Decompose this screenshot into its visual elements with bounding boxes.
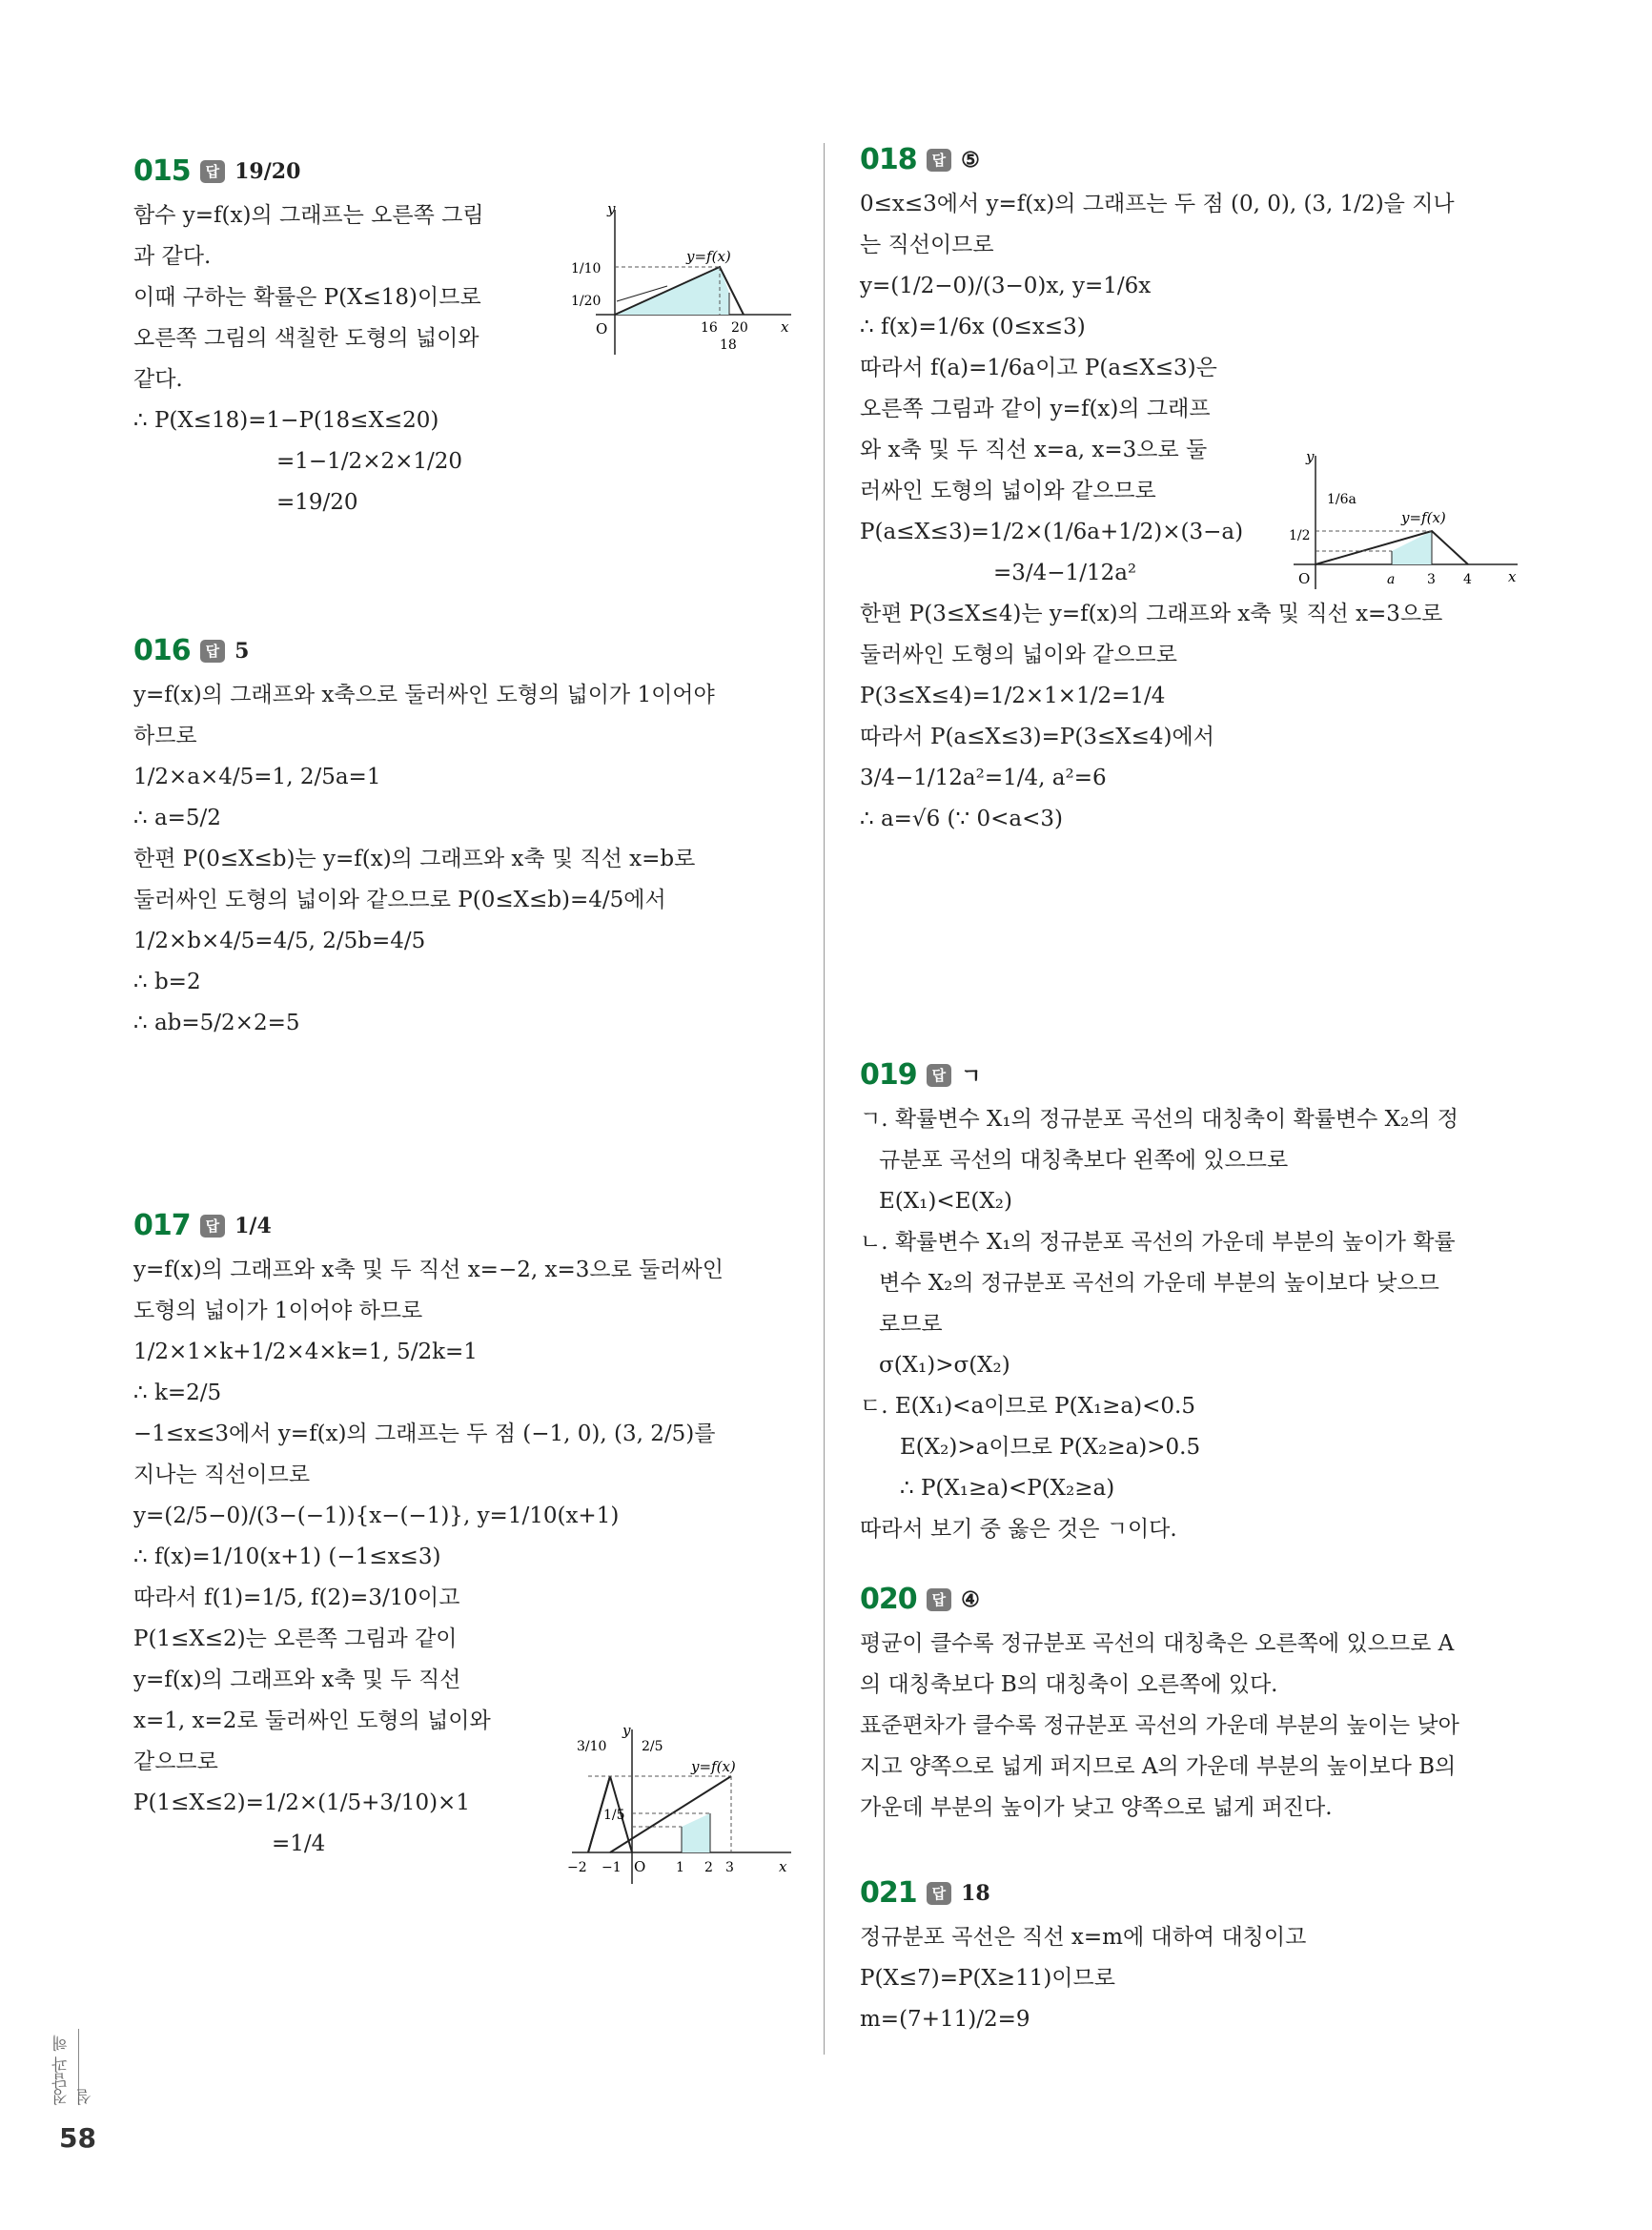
text-line: =19/20 (276, 490, 358, 515)
text-line: =1−1/2×2×1/20 (276, 449, 463, 474)
y-tick-label: 1/5 (603, 1808, 625, 1823)
problem-020 (860, 1583, 1518, 1829)
text-line: P(X≤7)=P(X≥11)이므로 (860, 1966, 1115, 1991)
x-tick-label: 4 (1463, 572, 1472, 587)
problem-header (133, 154, 791, 188)
text-line: 따라서 f(1)=1/5, f(2)=3/10이고 (133, 1586, 460, 1610)
text-line: 따라서 f(a)=1/6a이고 P(a≤X≤3)은 (860, 356, 1217, 380)
problem-019 (860, 1058, 1518, 1550)
answer-value: 5 (235, 638, 250, 664)
answer-badge: 답 (200, 1215, 226, 1238)
y-tick-label: 3/10 (577, 1739, 607, 1754)
text-line: 가운데 부분의 높이가 낮고 양쪽으로 넓게 퍼진다. (860, 1795, 1333, 1820)
curve-label: y=f(x) (686, 248, 731, 265)
text-line: ㄷ. E(X₁)<a이므로 P(X₁≥a)<0.5 (860, 1394, 1195, 1419)
text-line: ∴ ab=5/2×2=5 (133, 1011, 300, 1035)
answer-value: 18 (961, 1880, 990, 1906)
problem-021 (860, 1876, 1518, 2040)
text-line: 도형의 넓이가 1이어야 하므로 (133, 1299, 423, 1323)
graph-015 (571, 200, 796, 355)
graph-018 (1279, 448, 1522, 591)
x-tick-label: 3 (725, 1860, 734, 1875)
text-line: 평균이 클수록 정규분포 곡선의 대칭축은 오른쪽에 있으므로 A (860, 1631, 1455, 1656)
text-line: ∴ a=√6 (∵ 0<a<3) (860, 807, 1063, 831)
page-number: 58 (59, 2122, 96, 2154)
text-line: 로므로 (879, 1312, 943, 1337)
text-line: 한편 P(0≤X≤b)는 y=f(x)의 그래프와 x축 및 직선 x=b로 (133, 847, 696, 871)
answer-badge: 답 (927, 1064, 952, 1087)
answer-badge: 답 (200, 160, 226, 183)
text-line: 이때 구하는 확률은 P(X≤18)이므로 (133, 285, 481, 310)
text-line: σ(X₁)>σ(X₂) (879, 1353, 1010, 1378)
text-line: ∴ k=2/5 (133, 1381, 222, 1405)
text-line: 따라서 P(a≤X≤3)=P(3≤X≤4)에서 (860, 725, 1214, 749)
x-tick-label: 18 (720, 338, 737, 353)
text-line: =1/4 (272, 1831, 326, 1856)
text-line: 변수 X₂의 정규분포 곡선의 가운데 부분의 높이보다 낮으므 (879, 1271, 1439, 1296)
problem-015 (133, 154, 791, 523)
x-tick-label: a (1387, 572, 1396, 587)
x-tick-label: 3 (1427, 572, 1436, 587)
text-line: y=(1/2−0)/(3−0)x, y=1/6x (860, 274, 1152, 298)
answer-badge: 답 (927, 1882, 952, 1905)
problem-header (133, 634, 791, 667)
problem-header (860, 1583, 1518, 1616)
answer-value: ④ (961, 1586, 980, 1612)
text-line: E(X₁)<E(X₂) (879, 1189, 1012, 1214)
text-line: 오른쪽 그림의 색칠한 도형의 넓이와 (133, 326, 479, 351)
text-line: E(X₂)>a이므로 P(X₂≥a)>0.5 (900, 1435, 1201, 1460)
x-tick-label: 16 (701, 320, 718, 336)
answer-value: 1/4 (235, 1213, 272, 1238)
text-line: y=(2/5−0)/(3−(−1)){x−(−1)}, y=1/10(x+1) (133, 1504, 620, 1528)
axis-label-y: y (622, 1722, 631, 1739)
text-line: −1≤x≤3에서 y=f(x)의 그래프는 두 점 (−1, 0), (3, 2/5)를 (133, 1422, 716, 1446)
text-line: 둘러싸인 도형의 넓이와 같으므로 (860, 643, 1177, 667)
text-line: 같으므로 (133, 1749, 218, 1774)
text-line: 0≤x≤3에서 y=f(x)의 그래프는 두 점 (0, 0), (3, 1/2)을 지나 (860, 192, 1455, 216)
answer-badge: 답 (927, 149, 952, 172)
text-line: 지나는 직선이므로 (133, 1463, 311, 1487)
text-line: y=f(x)의 그래프와 x축 및 두 직선 x=−2, x=3으로 둘러싸인 (133, 1258, 724, 1282)
x-tick-label: 20 (731, 320, 748, 336)
origin-label: O (634, 1858, 646, 1875)
text-line: 1/2×a×4/5=1, 2/5a=1 (133, 765, 381, 789)
text-line: 과 같다. (133, 244, 212, 269)
text-line: x=1, x=2로 둘러싸인 도형의 넓이와 (133, 1708, 491, 1733)
problem-number: 020 (860, 1583, 917, 1616)
curve-label: y=f(x) (1401, 509, 1446, 526)
text-line: ∴ f(x)=1/6x (0≤x≤3) (860, 315, 1086, 339)
text-line: y=f(x)의 그래프와 x축으로 둘러싸인 도형의 넓이가 1이어야 (133, 683, 715, 707)
text-line: 규분포 곡선의 대칭축보다 왼쪽에 있으므로 (879, 1148, 1289, 1173)
text-line: ∴ b=2 (133, 970, 201, 994)
problem-016 (133, 634, 791, 1044)
x-tick-label: 1 (676, 1860, 684, 1875)
axis-label-x: x (781, 318, 789, 336)
x-tick-label: −2 (567, 1860, 587, 1875)
text-line: 하므로 (133, 724, 197, 748)
y-tick-label: 1/6a (1327, 492, 1356, 507)
column-divider (824, 143, 825, 2055)
problem-header (860, 143, 1518, 176)
text-line: 1/2×1×k+1/2×4×k=1, 5/2k=1 (133, 1340, 478, 1364)
x-tick-label: 2 (704, 1860, 713, 1875)
axis-label-y: y (607, 200, 616, 217)
text-line: 표준편차가 클수록 정규분포 곡선의 가운데 부분의 높이는 낮아 (860, 1713, 1459, 1738)
x-tick-label: −1 (602, 1860, 622, 1875)
text-line: y=f(x)의 그래프와 x축 및 두 직선 (133, 1667, 461, 1692)
text-line: 는 직선이므로 (860, 233, 994, 257)
y-tick-label: 1/2 (1289, 528, 1311, 543)
problem-number: 019 (860, 1058, 917, 1092)
text-line: ∴ f(x)=1/10(x+1) (−1≤x≤3) (133, 1545, 441, 1569)
text-line: ㄱ. 확률변수 X₁의 정규분포 곡선의 대칭축이 확률변수 X₂의 정 (860, 1107, 1459, 1132)
problem-number: 015 (133, 154, 191, 188)
problem-header (133, 1209, 791, 1242)
text-line: 오른쪽 그림과 같이 y=f(x)의 그래프 (860, 397, 1211, 421)
text-line: ㄴ. 확률변수 X₁의 정규분포 곡선의 가운데 부분의 높이가 확률 (860, 1230, 1456, 1255)
text-line: 1/2×b×4/5=4/5, 2/5b=4/5 (133, 929, 426, 953)
answer-badge: 답 (200, 640, 226, 663)
problem-number: 017 (133, 1209, 191, 1242)
axis-label-x: x (1508, 568, 1517, 585)
problem-header (860, 1058, 1518, 1092)
origin-label: O (1298, 570, 1311, 587)
origin-label: O (596, 320, 608, 338)
text-line: 같다. (133, 367, 183, 392)
answer-badge: 답 (927, 1588, 952, 1611)
answer-value: ⑤ (961, 147, 980, 173)
text-line: P(1≤X≤2)=1/2×(1/5+3/10)×1 (133, 1790, 470, 1815)
graph-017 (567, 1724, 796, 1886)
problem-header (860, 1876, 1518, 1910)
text-line: P(3≤X≤4)=1/2×1×1/2=1/4 (860, 684, 1166, 708)
text-line: 정규분포 곡선은 직선 x=m에 대하여 대칭이고 (860, 1925, 1307, 1950)
side-label: 정답과 해설 (50, 2029, 79, 2105)
text-line: 한편 P(3≤X≤4)는 y=f(x)의 그래프와 x축 및 직선 x=3으로 (860, 602, 1443, 626)
text-line: 의 대칭축보다 B의 대칭축이 오른쪽에 있다. (860, 1672, 1278, 1697)
y-tick-label: 1/20 (571, 294, 602, 309)
text-line: ∴ P(X≤18)=1−P(18≤X≤20) (133, 408, 439, 433)
text-line: 지고 양쪽으로 넓게 퍼지므로 A의 가운데 부분의 높이보다 B의 (860, 1754, 1457, 1779)
text-line: P(a≤X≤3)=1/2×(1/6a+1/2)×(3−a) (860, 520, 1244, 544)
text-line: P(1≤X≤2)는 오른쪽 그림과 같이 (133, 1626, 458, 1651)
text-line: ∴ a=5/2 (133, 806, 221, 830)
problem-number: 018 (860, 143, 917, 176)
text-line: 둘러싸인 도형의 넓이와 같으므로 P(0≤X≤b)=4/5에서 (133, 888, 666, 912)
text-line: 러싸인 도형의 넓이와 같으므로 (860, 479, 1156, 503)
axis-label-y: y (1306, 448, 1315, 465)
answer-value: ㄱ (961, 1064, 982, 1089)
y-tick-label: 2/5 (642, 1739, 663, 1754)
axis-label-x: x (779, 1858, 787, 1875)
problem-017 (133, 1209, 791, 1875)
text-line: 와 x축 및 두 직선 x=a, x=3으로 둘 (860, 438, 1208, 462)
text-line: =3/4−1/12a² (993, 561, 1137, 585)
text-line: ∴ P(X₁≥a)<P(X₂≥a) (900, 1476, 1115, 1501)
problem-018 (860, 143, 1518, 840)
curve-label: y=f(x) (691, 1758, 736, 1775)
text-line: 함수 y=f(x)의 그래프는 오른쪽 그림 (133, 203, 484, 228)
problem-number: 021 (860, 1876, 917, 1910)
answer-value: 19/20 (235, 158, 301, 184)
text-line: 따라서 보기 중 옳은 것은 ㄱ이다. (860, 1517, 1177, 1542)
text-line: 3/4−1/12a²=1/4, a²=6 (860, 766, 1107, 790)
y-tick-label: 1/10 (571, 261, 602, 276)
problem-number: 016 (133, 634, 191, 667)
text-line: m=(7+11)/2=9 (860, 2007, 1030, 2032)
